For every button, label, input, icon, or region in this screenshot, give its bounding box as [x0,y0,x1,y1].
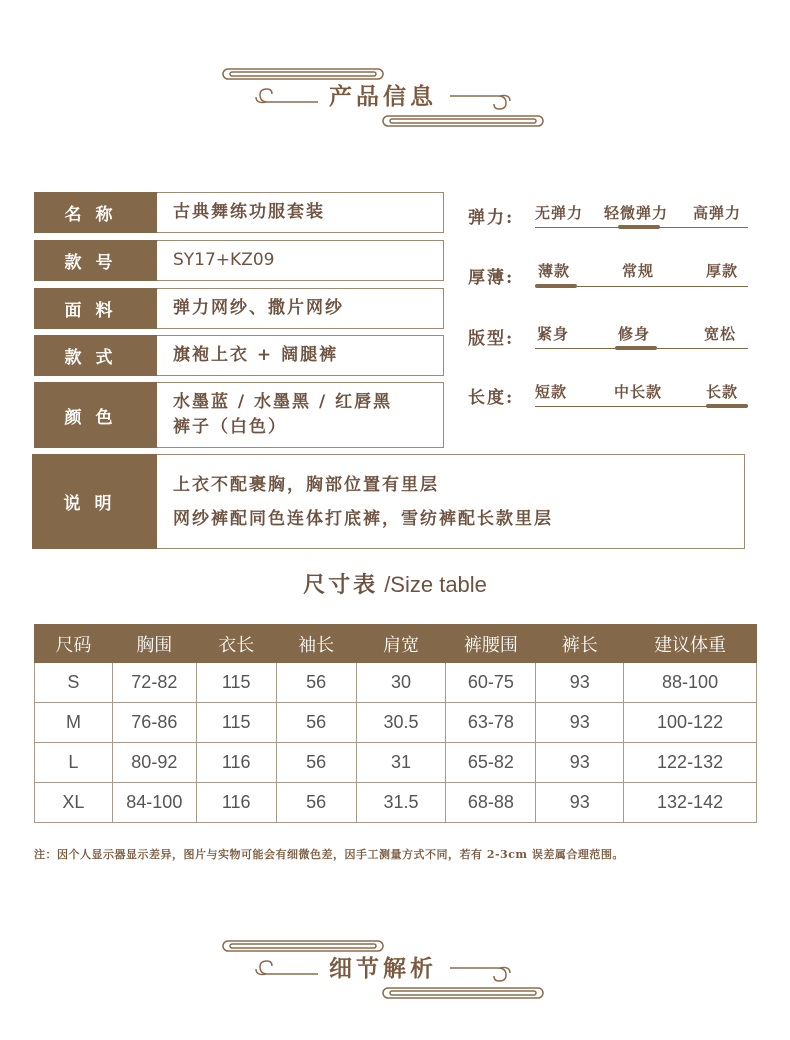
table-cell: 76-86 [112,703,196,743]
color-value [157,382,444,448]
table-cell: 88-100 [624,663,757,703]
attribute-option: 长款 [706,383,739,401]
table-cell: XL [35,783,113,823]
table-cell: 93 [536,783,624,823]
table-cell: 132-142 [624,783,757,823]
note-value [157,454,745,549]
attribute-option: 修身 [618,325,651,343]
table-cell: 84-100 [112,783,196,823]
attribute-label: 版型: [468,329,515,349]
size-table [34,624,757,823]
table-cell: 65-82 [446,743,536,783]
table-cell: 56 [276,783,356,823]
section-title: 产品信息 [329,83,437,110]
table-cell: 122-132 [624,743,757,783]
attribute-option: 宽松 [704,325,737,343]
table-cell: L [35,743,113,783]
table-cell: 93 [536,703,624,743]
table-cell: 31 [356,743,446,783]
size-table-title-en: /Size table [378,572,487,597]
attribute-option: 紧身 [537,325,570,343]
table-cell: 116 [196,743,276,783]
attribute-option: 常规 [622,262,655,280]
table-cell: 72-82 [112,663,196,703]
table-row [35,663,757,703]
column-header: 袖长 [276,625,356,663]
attribute-selected-marker [618,225,660,229]
table-cell: 56 [276,703,356,743]
table-header-row [35,625,757,663]
style-number-value: SY17+KZ09 [157,240,444,281]
table-cell: 115 [196,663,276,703]
column-header: 建议体重 [624,625,757,663]
section-banner-product-info [218,66,548,128]
table-cell: 93 [536,743,624,783]
table-cell: 100-122 [624,703,757,743]
attribute-selected-marker [535,284,577,288]
attribute-option: 厚款 [706,262,739,280]
attribute-option: 轻微弹力 [604,204,669,222]
column-header: 衣长 [196,625,276,663]
column-header: 裤腰围 [446,625,536,663]
design-label: 款式 [34,335,157,376]
column-header: 尺码 [35,625,113,663]
color-options: 水墨蓝 / 水墨黑 / 红唇黑 [173,392,393,412]
design-value: 旗袍上衣 + 阔腿裤 [157,335,444,376]
fabric-value: 弹力网纱、撒片网纱 [157,288,444,329]
pants-color: 裤子（白色） [173,417,287,437]
attribute-selected-marker [706,404,748,408]
column-header: 裤长 [536,625,624,663]
section-banner-details [218,938,548,1000]
disclaimer-note: 注：因个人显示器显示差异，图片与实物可能会有细微色差，因手工测量方式不同，若有 2-3cm 误差属合理范围。 [34,848,624,861]
table-cell: 56 [276,743,356,783]
note-line: 网纱裤配同色连体打底裤，雪纺裤配长款里层 [173,508,553,529]
style-number-label: 款号 [34,240,157,281]
attribute-label: 厚薄: [468,268,515,288]
size-table-title-cn: 尺寸表 [303,572,379,598]
table-row [35,703,757,743]
attribute-option: 中长款 [614,383,663,401]
table-cell: 30.5 [356,703,446,743]
table-cell: 116 [196,783,276,823]
table-cell: 56 [276,663,356,703]
table-cell: 115 [196,703,276,743]
fabric-label: 面料 [34,288,157,329]
attribute-option: 短款 [535,383,568,401]
name-value: 古典舞练功服套装 [157,192,444,233]
column-header: 肩宽 [356,625,446,663]
table-cell: 93 [536,663,624,703]
name-label: 名称 [34,192,157,233]
table-cell: 30 [356,663,446,703]
size-table-title [0,568,790,599]
note-label: 说明 [32,454,157,549]
table-cell: 68-88 [446,783,536,823]
table-row [35,783,757,823]
attribute-selected-marker [615,346,657,350]
note-line: 上衣不配裹胸，胸部位置有里层 [173,474,439,495]
table-cell: S [35,663,113,703]
attribute-option: 高弹力 [693,204,742,222]
attribute-label: 长度: [468,388,515,408]
color-label: 颜色 [34,382,157,448]
table-cell: 31.5 [356,783,446,823]
table-cell: M [35,703,113,743]
attribute-option: 薄款 [538,262,571,280]
table-cell: 60-75 [446,663,536,703]
attribute-label: 弹力: [468,208,515,228]
table-cell: 80-92 [112,743,196,783]
column-header: 胸围 [112,625,196,663]
section-title: 细节解析 [329,955,437,982]
attribute-option: 无弹力 [535,204,584,222]
table-row [35,743,757,783]
table-cell: 63-78 [446,703,536,743]
